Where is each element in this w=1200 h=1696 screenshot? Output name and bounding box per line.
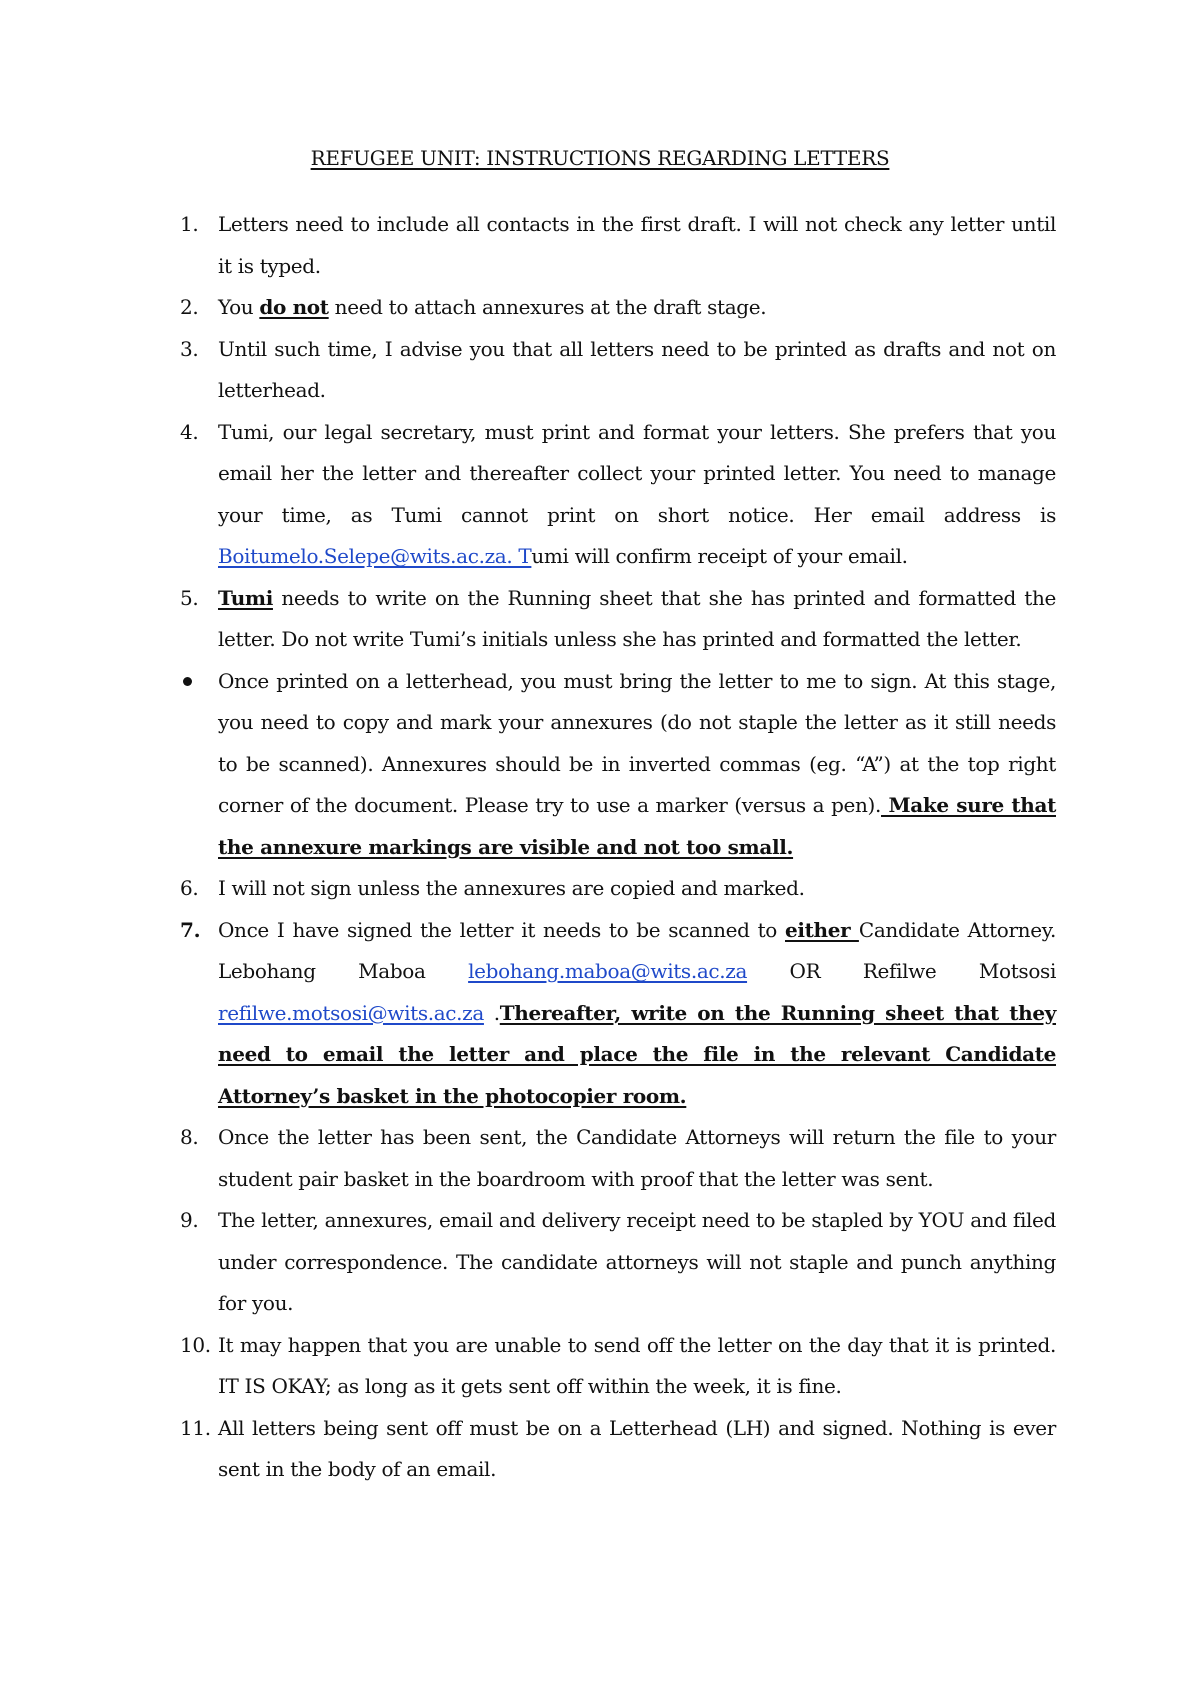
item-text-pre: Tumi, our legal secretary, must print and format your letters. She prefers that you email her the letter and thereafter collect your printed letter. You need to manage your time, as Tumi cannot print on short notice. Her email address is: [218, 419, 1056, 527]
item-text-pre: You: [218, 295, 260, 319]
item-number: 1.: [180, 212, 199, 236]
item-text: Letters need to include all contacts in the first draft. I will not check any letter until it is typed.: [218, 212, 1056, 278]
item-number: 8.: [180, 1125, 199, 1149]
email-link-secretary[interactable]: Boitumelo.Selepe@wits.ac.za. T: [218, 544, 532, 568]
list-item: [0, 1325, 1056, 1408]
item-emphasis: Make sure that the annexure markings are visible and not too small.: [218, 793, 1056, 859]
item-text-post: umi will confirm receipt of your email.: [531, 544, 908, 568]
document-title: REFUGEE UNIT: INSTRUCTIONS REGARDING LETTERS: [310, 146, 890, 170]
list-item: [0, 1408, 1056, 1491]
item-number: 2.: [180, 295, 199, 319]
item-text: It may happen that you are unable to send off the letter on the day that it is printed. IT IS OKAY; as long as it gets sent off within the week, it is fine.: [218, 1332, 1056, 1398]
instruction-list: [0, 204, 1200, 1491]
item-text-mid2: OR Refilwe Motsosi: [747, 959, 1056, 983]
email-link-refilwe[interactable]: refilwe.motsosi@wits.ac.za: [218, 1000, 484, 1025]
item-text-pre: Once I have signed the letter it needs to be scanned to: [218, 917, 785, 942]
item-text-mid3: .: [483, 1000, 500, 1025]
list-item: [0, 578, 1056, 661]
item-number: 7.: [180, 917, 201, 942]
item-emphasis-2: Thereafter, write on the Running sheet that they need to email the letter and place the file in the relevant Candidate Attorney’s basket in the photocopier room.: [218, 1000, 1057, 1108]
list-item: [0, 287, 1056, 329]
item-text: I will not sign unless the annexures are copied and marked.: [218, 876, 805, 900]
item-text: Until such time, I advise you that all letters need to be printed as drafts and not on letterhead.: [218, 336, 1056, 402]
email-link-lebohang[interactable]: lebohang.maboa@wits.ac.za: [468, 959, 748, 983]
list-item: [0, 910, 1056, 1118]
item-number: 11.: [180, 1415, 211, 1440]
item-emphasis: either: [785, 917, 859, 942]
item-number: 3.: [180, 336, 199, 361]
item-number: 9.: [180, 1208, 199, 1232]
item-emphasis: do not: [259, 295, 329, 319]
bullet-icon: [183, 677, 192, 686]
item-text-post: need to attach annexures at the draft stage.: [328, 295, 767, 319]
item-text: All letters being sent off must be on a Letterhead (LH) and signed. Nothing is ever sent in the body of an email.: [218, 1415, 1056, 1481]
item-text-pre: Once printed on a letterhead, you must bring the letter to me to sign. At this stage, you need to copy and mark your annexures (do not staple the letter as it still needs to be scanned). Annexures should be in inverted commas (eg. “A”) at the top right corner of the document. Please try to use a marker (versus a pen).: [218, 668, 1056, 817]
item-number: 10.: [180, 1332, 211, 1357]
item-text: Once the letter has been sent, the Candidate Attorneys will return the file to your student pair basket in the boardroom with proof that the letter was sent.: [218, 1125, 1056, 1191]
list-item: [0, 204, 1056, 287]
item-text-post: needs to write on the Running sheet that she has printed and formatted the letter. Do not write Tumi’s initials unless she has printed and formatted the letter.: [218, 585, 1056, 651]
list-item: [0, 1200, 1056, 1325]
item-number: 6.: [180, 876, 199, 900]
list-item: [0, 412, 1056, 578]
item-number: 4.: [180, 419, 199, 444]
list-item: [0, 1117, 1056, 1200]
list-item: [0, 329, 1056, 412]
list-item-bullet: [0, 661, 1056, 869]
item-text: The letter, annexures, email and delivery receipt need to be stapled by YOU and filed under correspondence. The candidate attorneys will not staple and punch anything for you.: [218, 1208, 1056, 1315]
list-item: [0, 868, 1056, 910]
item-text-mid: Candidate Attorney. Lebohang Maboa: [218, 917, 1056, 983]
item-number: 5.: [180, 585, 199, 610]
item-emphasis: Tumi: [218, 585, 273, 610]
